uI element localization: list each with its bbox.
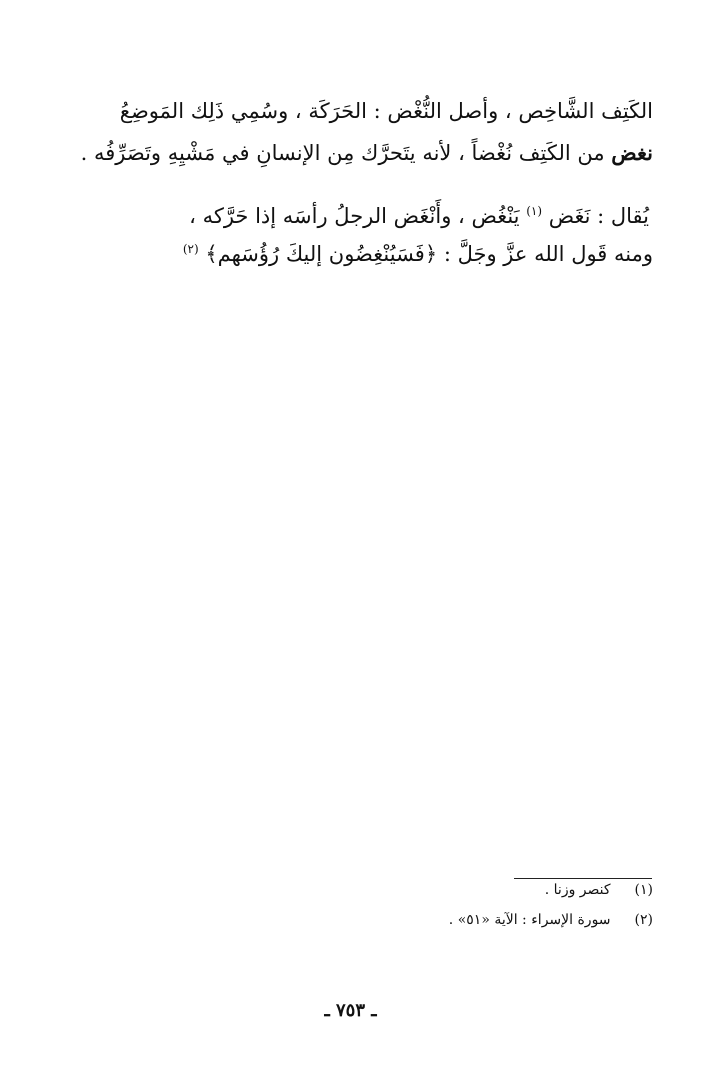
text-line-1 (120, 96, 653, 126)
footnote-ref-2[interactable]: (٢) (182, 242, 199, 256)
text-line-3-start: يُقال : نَغَض (548, 204, 649, 228)
text-line-2-content: من الكَتِف نُغْضاً ، لأنه يتَحرَّك مِن الإنسانِ في مَشْيِهِ وتَصَرِّفُه . (80, 141, 605, 165)
footnote-2 (449, 910, 653, 930)
text-line-3-end: يَنْغُض ، وأَنْغَض الرجلُ رأسَه إذا حَرَّكه ، (189, 204, 520, 228)
text-line-1-content: الكَتِف الشَّاخِص ، وأصل النُّغْض : الحَرَكَة ، وسُمِي ذَلِك المَوضِعُ (119, 99, 653, 123)
footnote-1 (545, 880, 653, 900)
text-line-4-content: ومنه قَول الله عزَّ وجَلَّ : ﴿فَسَيُنْغِضُون إليكَ رُؤُسَهم﴾ (205, 242, 653, 266)
footnote-1-text: كنصر وزنا . (544, 882, 611, 898)
text-line-3 (189, 196, 649, 231)
footnote-2-number: (٢) (634, 912, 653, 928)
footnote-1-number: (١) (634, 882, 653, 898)
text-line-4 (183, 234, 653, 269)
footnote-divider (514, 878, 652, 879)
entry-headword: نغض (611, 140, 653, 165)
text-line-2 (81, 138, 653, 168)
page-number: ـ ٧٥٣ ـ (324, 1000, 377, 1021)
footnote-2-text: سورة الإسراء : الآية «٥١» . (448, 912, 611, 928)
footnote-ref-1[interactable]: (١) (526, 204, 543, 218)
